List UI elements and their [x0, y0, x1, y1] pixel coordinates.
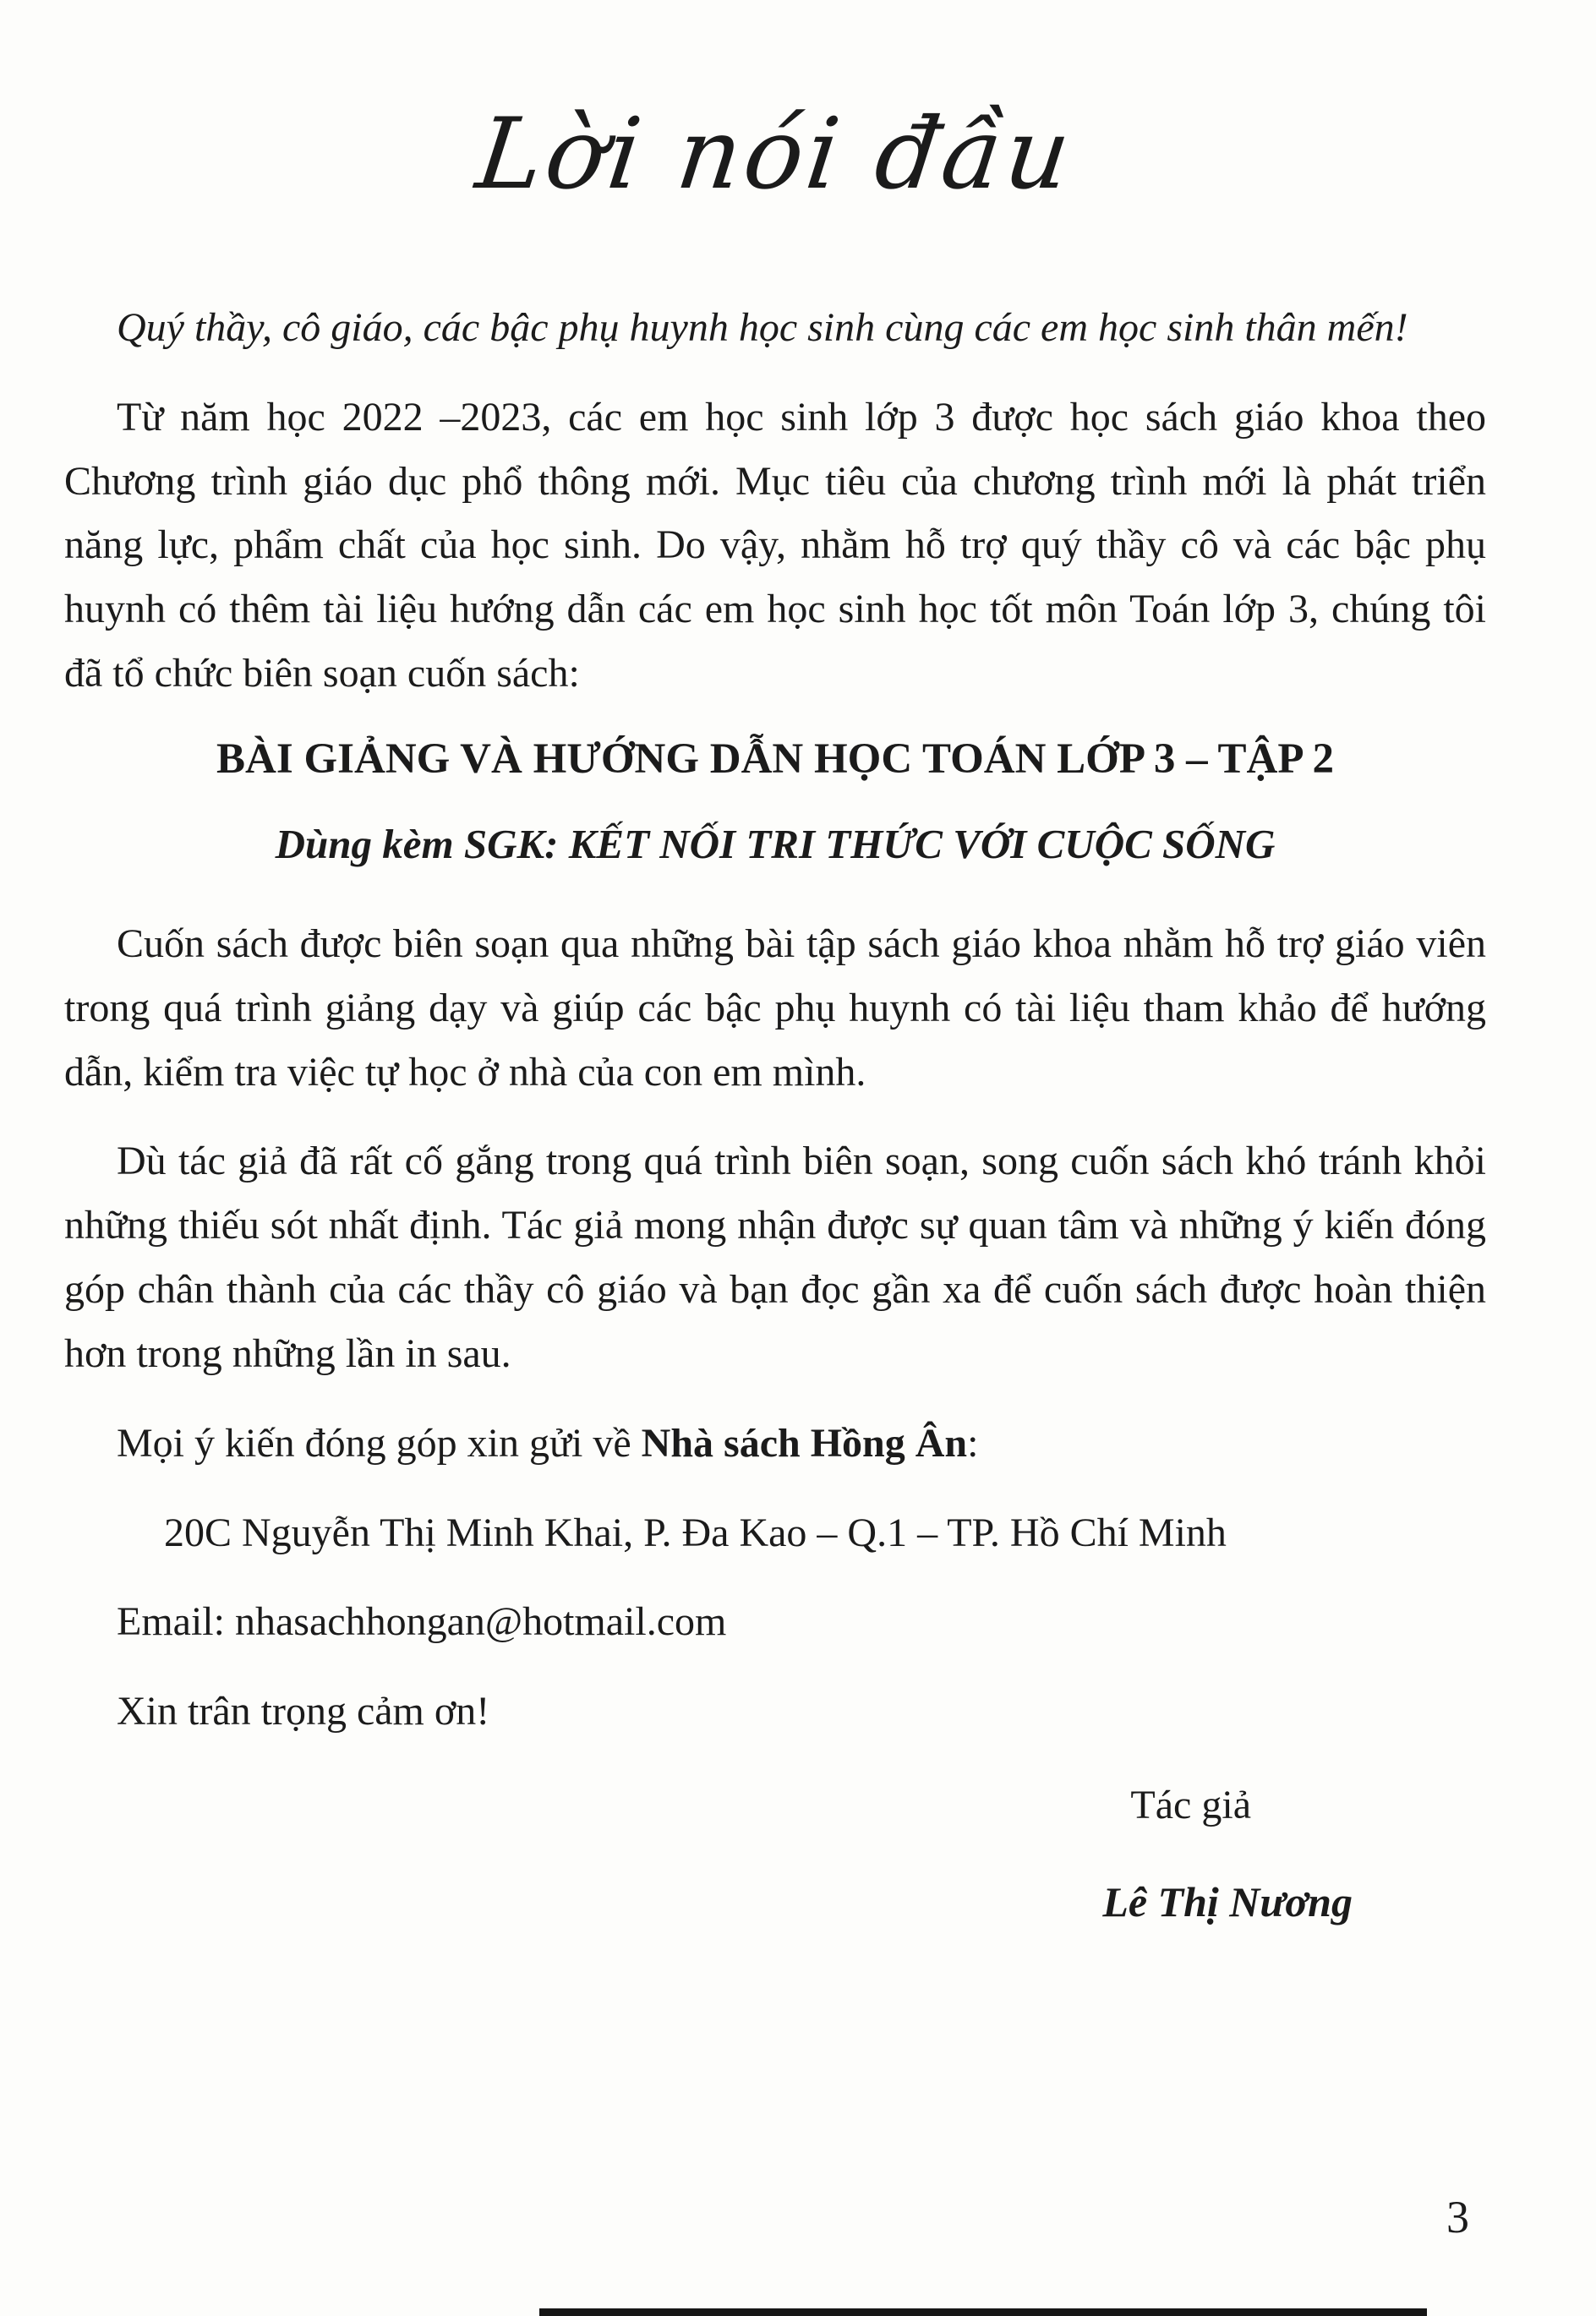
- greeting-paragraph: Quý thầy, cô giáo, các bậc phụ huynh học sinh cùng các em học sinh thân mến!: [117, 305, 1408, 350]
- intro-paragraph: Từ năm học 2022 –2023, các em học sinh lớp 3 được học sách giáo khoa theo Chương trình giáo dục phổ thông mới. Mục tiêu của chương trình mới là phát triển năng lực, phẩm chất của học sinh. Do vậy, nhằm hỗ trợ quý thầy cô và các bậc phụ huynh có thêm tài liệu hướng dẫn các em học sinh học tốt môn Toán lớp 3, chúng tôi đã tổ chức biên soạn cuốn sách:: [64, 394, 1486, 696]
- publisher-name: Nhà sách Hồng Ân: [641, 1420, 968, 1466]
- contact-text-suffix: :: [967, 1420, 979, 1466]
- signature-block: [64, 1782, 1486, 1926]
- body-paragraph-1: Cuốn sách được biên soạn qua những bài tập sách giáo khoa nhằm hỗ trợ giáo viên trong quá trình giảng dạy và giúp các bậc phụ huynh có tài liệu tham khảo để hướng dẫn, kiểm tra việc tự học ở nhà của con em mình.: [64, 920, 1486, 1095]
- publisher-email: Email: nhasachhongan@hotmail.com: [117, 1599, 727, 1645]
- scan-artifact-bar: [539, 2308, 1427, 2316]
- book-subtitle-line: Dùng kèm SGK: KẾT NỐI TRI THỨC VỚI CUỘC SỐNG: [275, 821, 1276, 868]
- contact-text-prefix: Mọi ý kiến đóng góp xin gửi về: [117, 1420, 642, 1466]
- page-number: 3: [1446, 2192, 1469, 2242]
- signature-role: Tác giả: [1130, 1783, 1251, 1828]
- thanks-line: Xin trân trọng cảm ơn!: [117, 1689, 490, 1734]
- signature-author-name: Lê Thị Nương: [1102, 1878, 1353, 1926]
- preface-title: Lời nói đầu: [470, 97, 1079, 211]
- book-title-line: BÀI GIẢNG VÀ HƯỚNG DẪN HỌC TOÁN LỚP 3 – TẬP 2: [216, 735, 1334, 783]
- body-paragraph-2: Dù tác giả đã rất cố gắng trong quá trình biên soạn, song cuốn sách khó tránh khỏi những thiếu sót nhất định. Tác giả mong nhận được sự quan tâm và những ý kiến đóng góp chân thành của các thầy cô giáo và bạn đọc gần xa để cuốn sách được hoàn thiện hơn trong những lần in sau.: [64, 1139, 1486, 1376]
- publisher-address: 20C Nguyễn Thị Minh Khai, P. Đa Kao – Q.1 – TP. Hồ Chí Minh: [164, 1510, 1227, 1555]
- contact-paragraph: [64, 1412, 1486, 1476]
